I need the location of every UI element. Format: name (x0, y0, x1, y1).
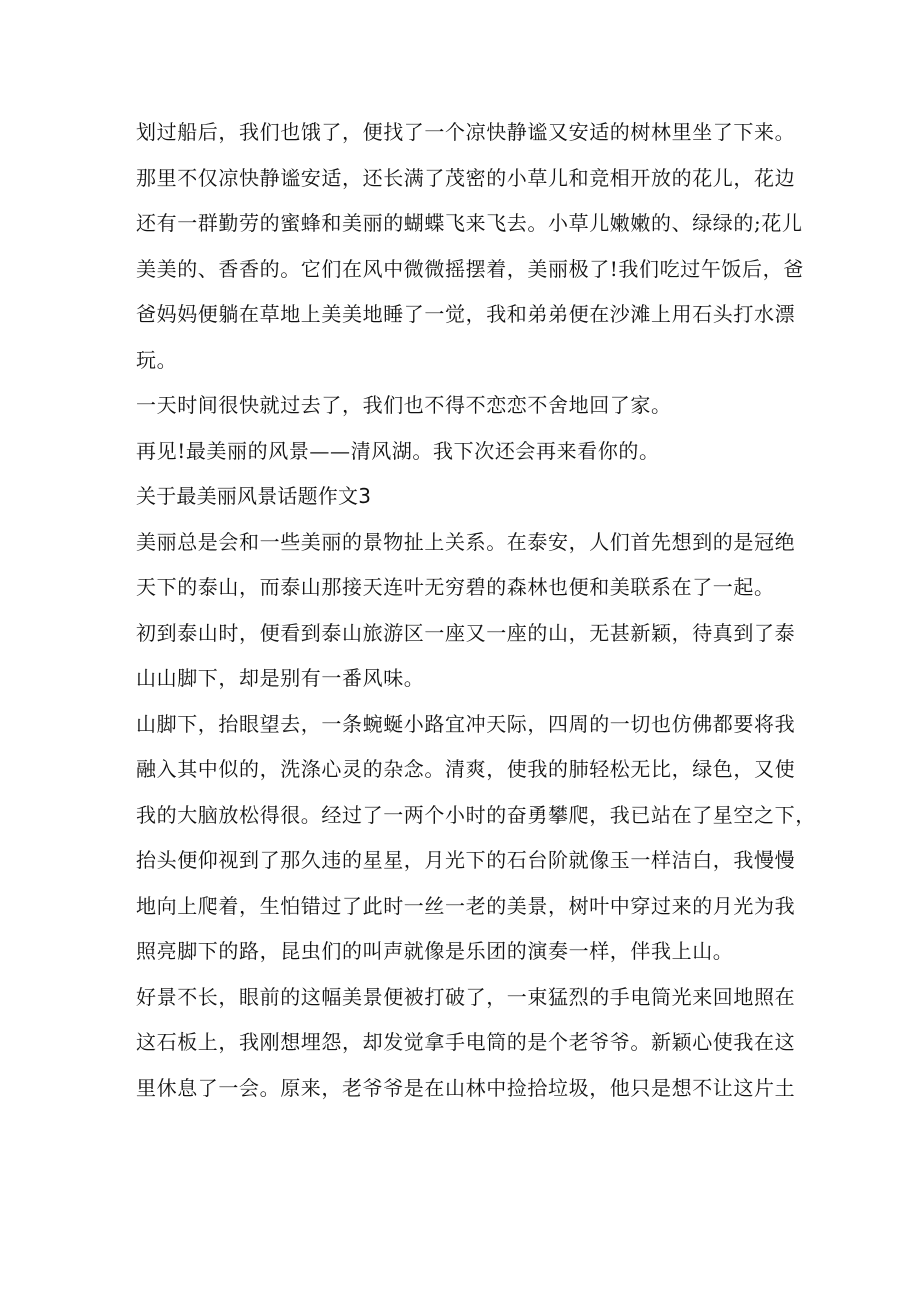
text-line: 照亮脚下的路，昆虫们的叫声就像是乐团的演奏一样，伴我上山。 (136, 939, 734, 963)
text-line: 划过船后，我们也饿了，便找了一个凉快静谧又安适的树林里坐了下来。 (136, 120, 796, 144)
paragraph (136, 611, 796, 702)
text-line: 一天时间很快就过去了，我们也不得不恋恋不舍地回了家。 (136, 393, 672, 417)
paragraph (136, 975, 796, 1112)
paragraph (136, 383, 796, 429)
paragraph (136, 520, 796, 611)
text-line: 那里不仅凉快静谧安适，还长满了茂密的小草儿和竞相开放的花儿，花边 (136, 165, 796, 190)
section-heading (136, 474, 796, 520)
text-line: 山山脚下，却是别有一番风味。 (136, 666, 425, 690)
paragraph (136, 429, 796, 475)
text-line: 我的大脑放松得很。经过了一两个小时的奋勇攀爬，我已站在了星空之下， (136, 802, 816, 827)
text-line: 美丽总是会和一些美丽的景物扯上关系。在泰安，人们首先想到的是冠绝 (136, 529, 796, 554)
text-line: 融入其中似的，洗涤心灵的杂念。清爽，使我的肺轻松无比，绿色，又使 (136, 757, 796, 781)
text-line: 天下的泰山，而泰山那接天连叶无穷碧的森林也便和美联系在了一起。 (136, 575, 775, 599)
text-line: 美美的、香香的。它们在风中微微摇摆着，美丽极了!我们吃过午饭后，爸 (136, 256, 804, 281)
text-line: 山脚下，抬眼望去，一条蜿蜒小路宜冲天际，四周的一切也仿佛都要将我 (136, 711, 796, 736)
text-line: 里休息了一会。原来，老爷爷是在山林中捡拾垃圾，他只是想不让这片土 (136, 1075, 796, 1100)
paragraph (136, 156, 804, 384)
document-page (136, 110, 816, 1111)
text-line: 爸妈妈便躺在草地上美美地睡了一觉，我和弟弟便在沙滩上用石头打水漂 (136, 302, 796, 326)
text-line: 地向上爬着，生怕错过了此时一丝一老的美景，树叶中穿过来的月光为我 (136, 893, 796, 918)
text-line: 再见!最美丽的风景——清风湖。我下次还会再来看你的。 (136, 438, 660, 463)
text-line: 还有一群勤劳的蜜蜂和美丽的蝴蝶飞来飞去。小草儿嫩嫩的、绿绿的;花儿 (136, 211, 803, 235)
paragraph (136, 110, 796, 156)
text-line: 初到泰山时，便看到泰山旅游区一座又一座的山，无甚新颖，待真到了泰 (136, 620, 796, 645)
text-line: 玩。 (136, 347, 178, 372)
text-line: 这石板上，我刚想埋怨，却发觉拿手电筒的是个老爷爷。新颖心使我在这 (136, 1030, 796, 1054)
text-line: 好景不长，眼前的这幅美景便被打破了，一束猛烈的手电筒光来回地照在 (136, 984, 796, 1009)
paragraph (136, 702, 816, 975)
heading-text: 关于最美丽风景话题作文3 (136, 484, 372, 508)
text-line: 抬头便仰视到了那久违的星星，月光下的石台阶就像玉一样洁白，我慢慢 (136, 848, 796, 872)
